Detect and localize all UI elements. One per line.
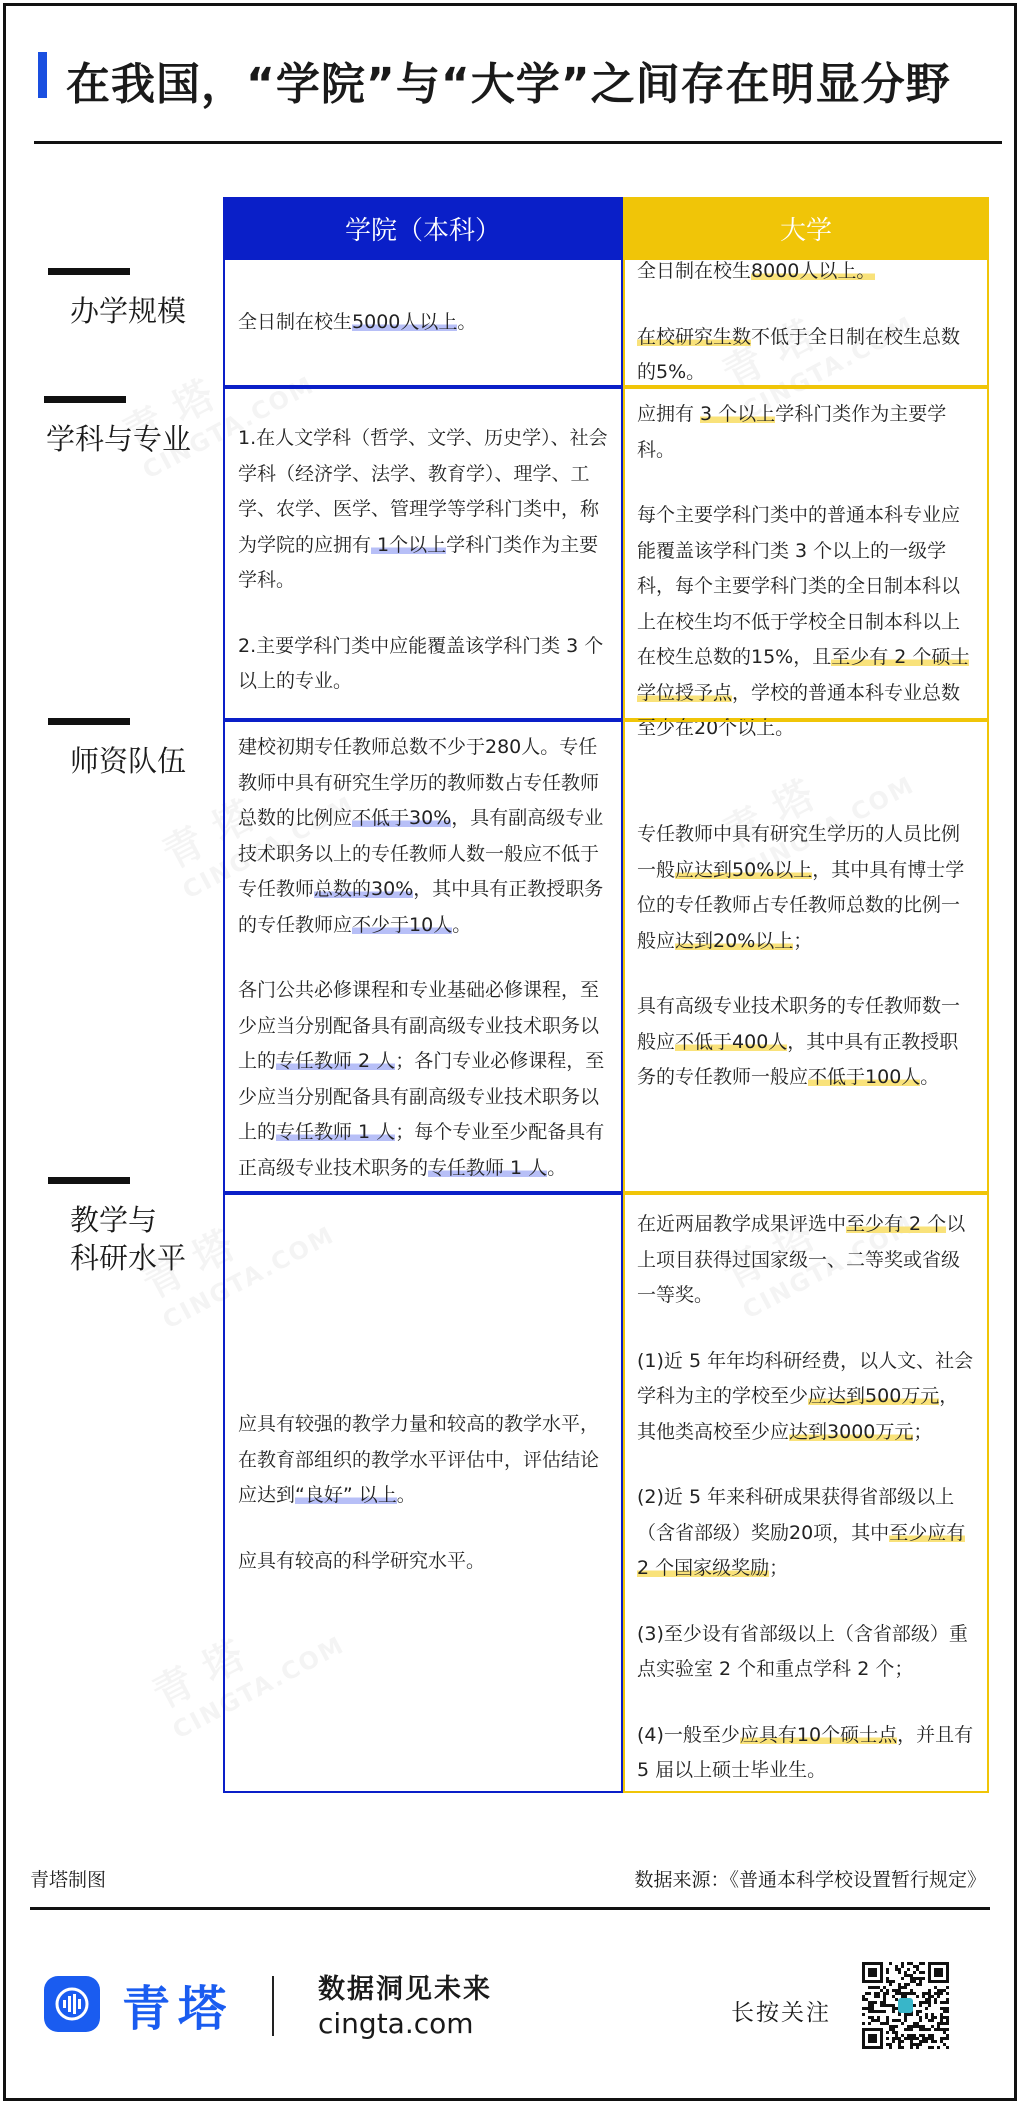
cell-paragraph (238, 1544, 609, 1580)
cell-university-faculty (623, 720, 989, 1193)
data-source: 数据来源：《普通本科学校设置暂行规定》 (634, 1869, 986, 1891)
highlight-blue: 不低于30% (352, 807, 452, 829)
cell-university-teaching-research (623, 1193, 989, 1793)
brand-slogan: 数据洞见未来 (318, 1974, 492, 2005)
row-label-scale: 办学规模 (70, 294, 187, 328)
cingta-logo-icon (44, 1976, 100, 2032)
column-header-university: 大学 (623, 197, 989, 260)
cell-college-faculty (223, 720, 623, 1193)
cell-college-teaching-research (223, 1193, 623, 1793)
cell-text: 学科门类作为主要学科。 (238, 533, 599, 591)
brand-name: 青塔 (122, 1981, 235, 2037)
footer-vertical-divider (272, 1976, 274, 2036)
cell-text: 不低于全日制在校生总数的5%。 (637, 325, 961, 384)
cell-text: ； (769, 1557, 789, 1579)
cell-text: ，学校的普通本科专业总数至少在20个以上。 (637, 681, 961, 739)
highlight-blue: 不少于10人 (352, 913, 453, 936)
cell-paragraph (637, 320, 977, 391)
highlight-blue: 专任教师 1 人 (428, 1156, 548, 1179)
cell-paragraph (238, 973, 609, 1186)
cell-text: 2.主要学科门类中应能覆盖该学科门类 3 个以上的专业。 (238, 634, 604, 692)
row-label-bar (48, 268, 130, 275)
highlight-yellow: 3 个以上 (700, 403, 776, 425)
highlight-yellow: 不低于100人 (808, 1066, 921, 1089)
highlight-yellow: 达到20%以上 (675, 929, 794, 952)
row-label-teaching-research: 教学与 科研水平 (70, 1203, 187, 1275)
cell-paragraph (637, 1617, 977, 1688)
cell-text: 各门公共必修课程和专业基础必修课程，至少应当分别配备具有副高级专业技术职务以上的 (238, 979, 600, 1072)
highlight-blue: 总数的30% (314, 878, 414, 900)
cell-paragraph (238, 305, 609, 341)
cell-paragraph (637, 498, 977, 747)
cell-text: ；各门专业必修课程，至少应当分别配备具有副高级专业技术职务以上的 (238, 1050, 605, 1143)
highlight-yellow: 应达到50%以上 (675, 858, 813, 881)
brand-website[interactable]: cingta.com (318, 2007, 474, 2040)
cell-text: 。 (396, 1484, 416, 1506)
cell-paragraph (637, 989, 977, 1096)
row-label-faculty: 师资队伍 (70, 744, 187, 778)
cell-text: 。 (452, 913, 472, 936)
cell-paragraph (637, 817, 977, 959)
highlight-yellow: 不低于400人 (675, 1030, 788, 1053)
cell-paragraph (637, 1480, 977, 1587)
cell-text: ；每个专业至少配备具有正高级专业技术职务的 (238, 1121, 605, 1179)
cell-text: 。 (920, 1066, 940, 1089)
cell-text: 在近两届教学成果评选中 (637, 1213, 847, 1235)
highlight-blue: 专任教师 2 人 (276, 1050, 396, 1072)
chart-maker-credit: 青塔制图 (30, 1869, 107, 1891)
cell-paragraph (637, 397, 977, 468)
cell-paragraph (637, 1207, 977, 1314)
highlight-blue: 5000人以上 (352, 310, 458, 333)
cell-text: 应具有较高的科学研究水平。 (238, 1549, 486, 1572)
cell-paragraph (637, 254, 977, 290)
cell-university-scale (623, 260, 989, 387)
cell-college-disciplines (223, 387, 623, 720)
cell-text: 每个主要学科门类中的普通本科专业应能覆盖该学科门类 3 个以上的一级学科，每个主要学科门类的全日制本科以上在校生均不低于学校全日制本科以上在校生总数的15%，且 (637, 504, 961, 668)
cell-text: ，其他类高校至少应 (637, 1385, 959, 1443)
cell-paragraph (238, 421, 609, 599)
cell-text: 应拥有 (637, 403, 701, 425)
row-label-bar (48, 1177, 130, 1184)
page-title: 在我国，“学院”与“大学”之间存在明显分野 (66, 59, 951, 110)
cell-paragraph (238, 629, 609, 700)
cell-text: ； (793, 929, 813, 952)
title-accent-bar (38, 52, 47, 98)
cell-text: 应具有较强的教学力量和较高的教学水平，在教育部组织的教学水平评估中，评估结论应达到 (238, 1413, 600, 1506)
row-label-bar (44, 396, 126, 403)
cell-text: ，其中具有正教授职务的专任教师应 (238, 878, 604, 936)
cell-text: 1.在人文学科（哲学、文学、历史学）、社会学科（经济学、法学、教育学）、理学、工学、农学、医学、管理学等学科门类中，称为学院的应拥有 (238, 427, 608, 556)
cell-text: 。 (457, 310, 477, 333)
cell-text: ，并且有 5 届以上硕士毕业生。 (637, 1723, 974, 1781)
cell-text: 全日制在校生 (238, 310, 353, 333)
highlight-yellow: 达到3000万元 (789, 1420, 914, 1443)
cell-text: ，具有副高级专业技术职务以上的专任教师人数一般应不低于专任教师 (238, 807, 604, 900)
cell-paragraph (637, 1344, 977, 1451)
cell-text: 专任教师中具有研究生学历的人员比例一般 (637, 823, 961, 881)
cell-text: 建校初期专任教师总数不少于280人。专任教师中具有研究生学历的教师数占专任教师总数的比例应 (238, 736, 600, 829)
cell-text: 全日制在校生 (637, 260, 752, 283)
highlight-blue: 1个以上 (371, 533, 447, 556)
title-divider (34, 141, 1002, 144)
cell-text: 具有高级专业技术职务的专任教师数一般应 (637, 995, 961, 1053)
cell-text: ，其中具有正教授职务的专任教师一般应 (637, 1030, 959, 1089)
cell-text: ； (913, 1420, 933, 1443)
qr-code-icon[interactable] (862, 1962, 949, 2049)
cell-text: ，其中具有博士学位的专任教师占专任教师总数的比例一般应 (637, 858, 965, 952)
cell-text: (4)一般至少 (637, 1723, 740, 1746)
highlight-yellow: 至少有 2 个 (846, 1213, 947, 1235)
row-label-disciplines: 学科与专业 (46, 422, 192, 456)
cell-paragraph (238, 1407, 609, 1514)
highlight-yellow: 8000人以上。 (751, 260, 876, 283)
highlight-yellow: 应达到500万元 (808, 1385, 940, 1407)
follow-prompt: 长按关注 (731, 2000, 831, 2026)
highlight-yellow: 至少有 2 个硕士学位授予点 (637, 646, 970, 704)
cell-university-disciplines (623, 387, 989, 739)
cell-text: (3)至少设有省部级以上（含省部级）重点实验室 2 个和重点学科 2 个； (637, 1622, 968, 1680)
highlight-yellow: 应具有10个硕士点 (739, 1723, 898, 1746)
footer-divider (30, 1907, 990, 1910)
column-header-college: 学院（本科） (223, 197, 623, 260)
highlight-yellow: 至少应有 2 个国家级奖励 (637, 1521, 966, 1579)
cell-text: (2)近 5 年来科研成果获得省部级以上（含省部级）奖励20项，其中 (637, 1486, 955, 1544)
cell-text: 以上项目获得过国家级一、二等奖或省级一等奖。 (637, 1213, 966, 1306)
highlight-blue: “良好” 以上 (295, 1484, 397, 1506)
highlight-blue: 专任教师 1 人 (276, 1121, 396, 1143)
cell-text: 。 (547, 1156, 567, 1179)
cell-paragraph (637, 1718, 977, 1789)
cell-text: (1)近 5 年年均科研经费，以人文、社会学科为主的学校至少 (637, 1349, 974, 1407)
cell-paragraph (238, 730, 609, 943)
highlight-yellow: 在校研究生数 (637, 325, 752, 348)
cell-text: 学科门类作为主要学科。 (637, 403, 947, 461)
row-label-bar (48, 718, 130, 725)
cell-college-scale (223, 260, 623, 387)
